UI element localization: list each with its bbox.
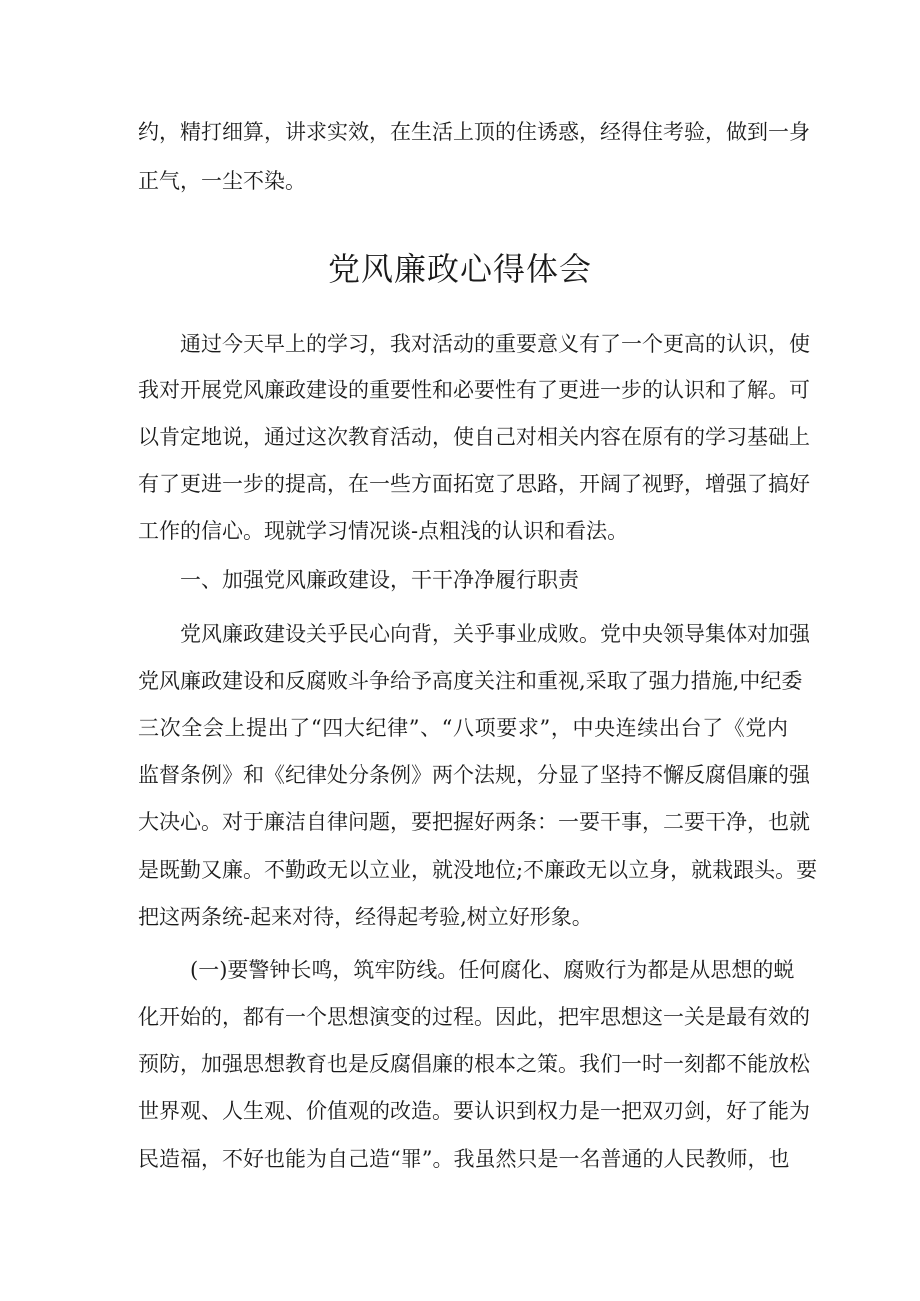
para1-line-5: 工作的信心。现就学习情况谈-点粗浅的认识和看法。 — [138, 519, 629, 543]
para1-line-1: 通过今天早上的学习，我对活动的重要意义有了一个更高的认识，使 — [180, 332, 810, 356]
para2-line-2: 党风廉政建设和反腐败斗争给予高度关注和重视,采取了强力措施,中纪委 — [138, 669, 803, 693]
para2-line-5: 大决心。对于廉洁自律问题，要把握好两条：一要干事，二要干净，也就 — [138, 810, 810, 834]
para3-line-5: 民造福，不好也能为自己造“罪”。我虽然只是一名普通的人民教师，也 — [138, 1147, 790, 1171]
para3-line-4: 世界观、人生观、价值观的改造。要认识到权力是一把双刃剑，好了能为 — [138, 1099, 810, 1123]
para3-line-1: (一)要警钟长鸣，筑牢防线。任何腐化、腐败行为都是从思想的蜕 — [190, 958, 795, 982]
para2-line-1: 党风廉政建设关乎民心向背，关乎事业成败。党中央领导集体对加强 — [180, 622, 810, 646]
section-heading-1: 一、加强党风廉政建设，干干净净履行职责 — [180, 568, 579, 592]
intro-line-1: 约，精打细算，讲求实效，在生活上顶的住诱惑，经得住考验，做到一身 — [138, 120, 810, 144]
para1-line-4: 有了更进一步的提高，在一些方面拓宽了思路，开阔了视野，增强了搞好 — [138, 472, 810, 496]
para1-line-2: 我对开展党风廉政建设的重要性和必要性有了更进一步的认识和了解。可 — [138, 378, 810, 402]
intro-line-2: 正气，一尘不染。 — [138, 169, 306, 193]
para2-line-4: 监督条例》和《纪律处分条例》两个法规，分显了坚持不懈反腐倡廉的强 — [138, 763, 810, 787]
para3-line-3: 预防，加强思想教育也是反腐倡廉的根本之策。我们一时一刻都不能放松 — [138, 1052, 810, 1076]
para3-line-2: 化开始的，都有一个思想演变的过程。因此，把牢思想这一关是最有效的 — [138, 1005, 810, 1029]
para2-line-3: 三次全会上提出了“四大纪律”、“八项要求”，中央连续出台了《党内 — [138, 716, 788, 740]
para2-line-7: 把这两条统-起来对待，经得起考验,树立好形象。 — [138, 905, 593, 929]
page-title: 党风廉政心得体会 — [327, 250, 592, 288]
para1-line-3: 以肯定地说，通过这次教育活动，使自己对相关内容在原有的学习基础上 — [138, 425, 810, 449]
para2-line-6: 是既勤又廉。不勤政无以立业，就没地位;不廉政无以立身，就栽跟头。要 — [138, 858, 818, 882]
